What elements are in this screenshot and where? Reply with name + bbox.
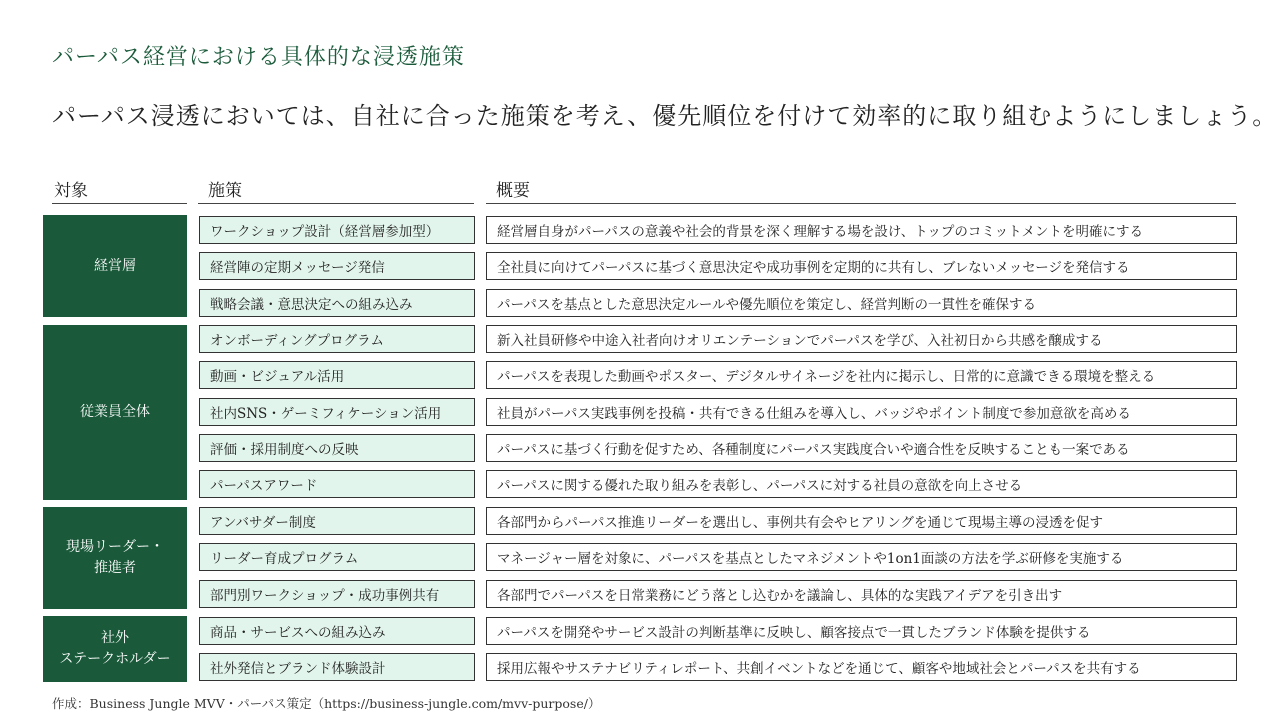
- column-header-summary: 概要: [486, 176, 1236, 204]
- summary-cell: 全社員に向けてパーパスに基づく意思決定や成功事例を定期的に共有し、ブレないメッセージを発信する: [486, 252, 1237, 280]
- measure-cell: 社外発信とブランド体験設計: [199, 653, 475, 681]
- summary-cell: マネージャー層を対象に、パーパスを基点としたマネジメントや1on1面談の方法を学ぶ研修を実施する: [486, 543, 1237, 571]
- summary-cell: パーパスを基点とした意思決定ルールや優先順位を策定し、経営判断の一貫性を確保する: [486, 289, 1237, 317]
- summary-cell: 各部門からパーパス推進リーダーを選出し、事例共有会やヒアリングを通じて現場主導の浸透を促す: [486, 507, 1237, 535]
- summary-cell: 新入社員研修や中途入社者向けオリエンテーションでパーパスを学び、入社初日から共感を醸成する: [486, 325, 1237, 353]
- column-header-measure: 施策: [198, 176, 474, 204]
- measure-cell: 評価・採用制度への反映: [199, 434, 475, 462]
- measure-cell: 戦略会議・意思決定への組み込み: [199, 289, 475, 317]
- summary-cell: パーパスに関する優れた取り組みを表彰し、パーパスに対する社員の意欲を向上させる: [486, 470, 1237, 498]
- group-all-employees: 従業員全体: [43, 325, 187, 500]
- group-external-stakeholders: 社外 ステークホルダー: [43, 616, 187, 682]
- summary-cell: パーパスを開発やサービス設計の判断基準に反映し、顧客接点で一貫したブランド体験を提供する: [486, 617, 1237, 645]
- summary-cell: パーパスに基づく行動を促すため、各種制度にパーパス実践度合いや適合性を反映することも一案である: [486, 434, 1237, 462]
- page-title: パーパス経営における具体的な浸透施策: [52, 45, 465, 70]
- measure-cell: アンバサダー制度: [199, 507, 475, 535]
- summary-cell: パーパスを表現した動画やポスター、デジタルサイネージを社内に掲示し、日常的に意識できる環境を整える: [486, 361, 1237, 389]
- measure-cell: 社内SNS・ゲーミフィケーション活用: [199, 398, 475, 426]
- page-subtitle: パーパス浸透においては、自社に合った施策を考え、優先順位を付けて効率的に取り組むようにしましょう。: [52, 102, 1278, 130]
- measure-cell: オンボーディングプログラム: [199, 325, 475, 353]
- measure-cell: 商品・サービスへの組み込み: [199, 617, 475, 645]
- summary-cell: 採用広報やサステナビリティレポート、共創イベントなどを通じて、顧客や地域社会とパーパスを共有する: [486, 653, 1237, 681]
- source-credit: 作成：Business Jungle MVV・パーパス策定（https://business-jungle.com/mvv-purpose/）: [52, 696, 601, 711]
- measure-cell: ワークショップ設計（経営層参加型）: [199, 216, 475, 244]
- group-executives: 経営層: [43, 215, 187, 317]
- summary-cell: 社員がパーパス実践事例を投稿・共有できる仕組みを導入し、バッジやポイント制度で参加意欲を高める: [486, 398, 1237, 426]
- column-header-target: 対象: [52, 176, 187, 204]
- measure-cell: 部門別ワークショップ・成功事例共有: [199, 580, 475, 608]
- measure-cell: 経営陣の定期メッセージ発信: [199, 252, 475, 280]
- measure-cell: 動画・ビジュアル活用: [199, 361, 475, 389]
- group-leaders: 現場リーダー・ 推進者: [43, 507, 187, 609]
- summary-cell: 各部門でパーパスを日常業務にどう落とし込むかを議論し、具体的な実践アイデアを引き出す: [486, 580, 1237, 608]
- summary-cell: 経営層自身がパーパスの意義や社会的背景を深く理解する場を設け、トップのコミットメントを明確にする: [486, 216, 1237, 244]
- measure-cell: パーパスアワード: [199, 470, 475, 498]
- measure-cell: リーダー育成プログラム: [199, 543, 475, 571]
